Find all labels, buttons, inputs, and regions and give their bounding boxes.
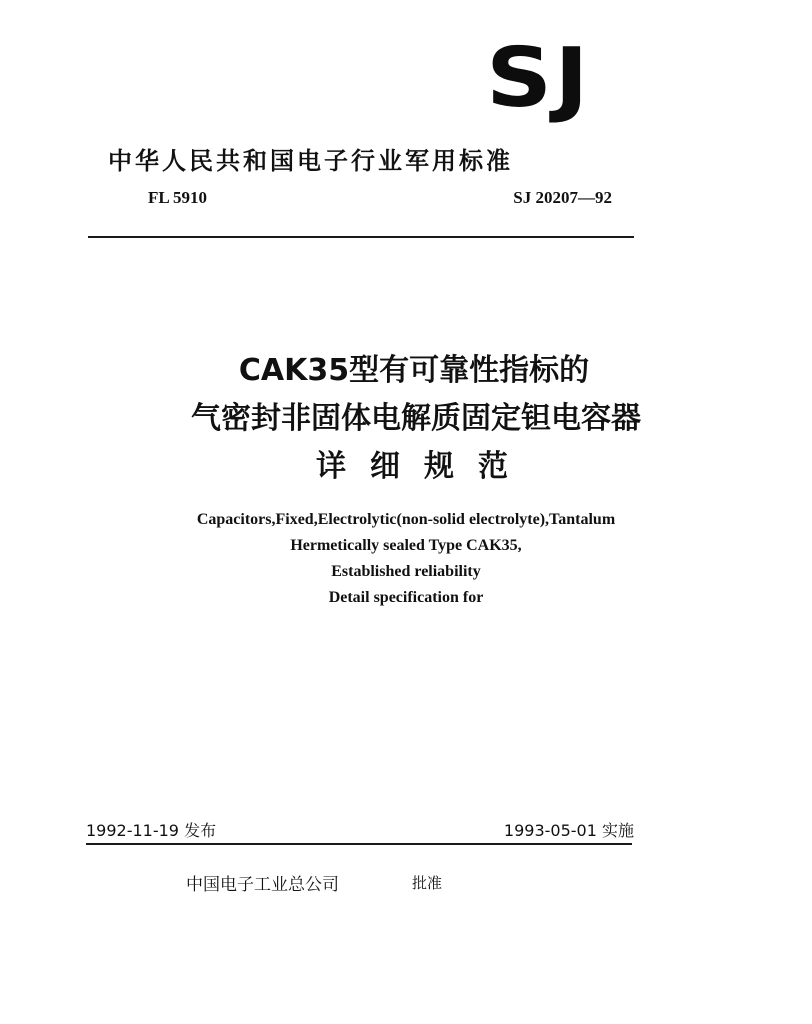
title-cn-line-1: CAK35型有可靠性指标的 [238,353,590,388]
title-cn-line-2: 气密封非固体电解质固定钽电容器 [191,401,641,436]
standard-number: SJ 20207—92 [513,188,612,207]
standard-category-title: 中华人民共和国电子行业军用标准 [108,147,513,175]
approval-label: 批准 [412,874,443,892]
implementation-date: 1993-05-01 实施 [503,821,634,840]
title-en-line-1: Capacitors,Fixed,Electrolytic(non-solid electrolyte),Tantalum [196,511,616,528]
issue-date: 1992-11-19 发布 [86,821,217,840]
header-divider [88,236,634,238]
sj-logo: SJ [486,31,591,126]
title-cn-line-3: 详细规范 [316,449,532,484]
title-en-line-2: Hermetically sealed Type CAK35, [290,537,522,554]
fl-code: FL 5910 [148,188,208,207]
title-en-line-4: Detail specification for [328,589,484,606]
title-en-line-3: Established reliability [331,563,481,580]
approving-organization: 中国电子工业总公司 [186,875,339,895]
footer-divider [86,843,632,845]
